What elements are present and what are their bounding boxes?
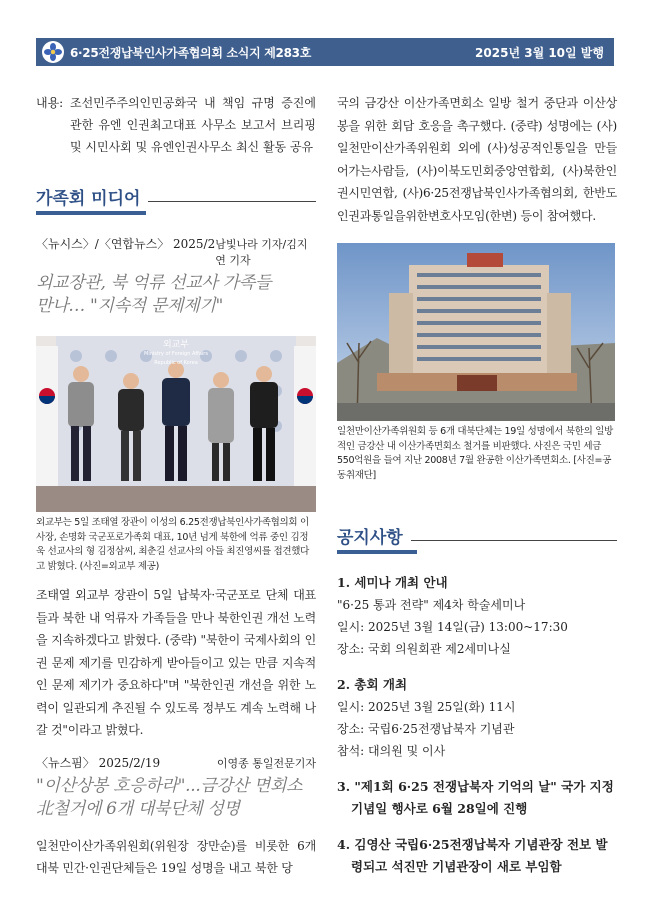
ministry-sign-title: 외교부 [162, 340, 190, 350]
article2-headline-line2: 北철거에 6개 대북단체 성명 [36, 798, 240, 819]
section-underline [36, 211, 146, 215]
left-column [36, 92, 316, 880]
article2-headline [36, 775, 316, 821]
section-header-media [36, 184, 316, 209]
section-title-notices: 공지사항 [337, 528, 403, 548]
notice-title: 4. 김영산 국립6·25전쟁납북자 기념관장 전보 발령되고 석진만 기념관장이 새로 부임함 [337, 837, 608, 874]
ministry-sign [36, 341, 316, 368]
article1-headline-line1: 외교장관, 북 억류 선교사 가족들 [36, 273, 272, 293]
notice-item [337, 674, 617, 762]
section-rule [148, 201, 316, 203]
newsletter-title: 6·25전쟁납북인사가족협의회 소식지 제283호 [70, 45, 311, 60]
meeting-content [36, 92, 316, 158]
article2-photo [337, 243, 615, 421]
issue-date: 2025년 3월 10일 발행 [475, 45, 604, 60]
article1-headline-line2: 만나… "지속적 문제제기" [36, 296, 224, 316]
content-text: 조선민주주의인민공화국 내 책임 규명 증진에 관한 유엔 인권최고대표 사무소 보고서 브리핑 및 시민사회 및 유엔인권사무소 최신 활동 공유 [70, 96, 316, 154]
article2-reporter: 이영종 통일전문기자 [216, 756, 316, 770]
article2-body: 일천만이산가족위원회(위원장 장만순)를 비롯한 6개 대북 민간·인권단체들은 19일 성명을 내고 북한 당 [36, 838, 316, 875]
right-column [337, 92, 617, 878]
notice-item [337, 776, 617, 820]
notice-line: 장소: 국회 의원회관 제2세미나실 [337, 642, 511, 656]
notice-line: 일시: 2025년 3월 14일(금) 13:00~17:30 [337, 620, 568, 634]
article1-headline [36, 272, 316, 318]
notice-title: 1. 세미나 개최 안내 [337, 575, 448, 590]
article1-source-row [36, 235, 316, 268]
reunion-center-building-illustration [337, 243, 615, 421]
content-label: 내용: [36, 96, 64, 110]
article2-source: 〈뉴스핌〉 2025/2/19 [36, 755, 161, 770]
article2-body-continued: 국의 금강산 이산가족면회소 일방 철거 중단과 이산상봉을 위한 회담 호응을 촉구했다. (중략) 성명에는 (사)일천만이산가족위원회 외에 (사)성공적인통일을 만들어가는사람들, (사)이북도민회중앙연합회, (사)북한인권시민연합, (사)6·25전쟁납북인사가족협의회, 한반도인권과통일을위한변호사모임(한변) 등이 참여했다. [337, 96, 617, 223]
ministry-sign-en: Ministry of Foreign Affairs [144, 351, 208, 357]
ministry-sign-en2: Republic of Korea [154, 360, 198, 366]
article2-photo-caption: 일천만이산가족위원회 등 6개 대북단체는 19일 성명에서 북한의 일방적인 금강산 내 이산가족면회소 철거를 비판했다. 사진은 국민 세금 550억원을 들여 지난 2008년 7월 완공한 이산가족면회소. [사진=공동취재단] [337, 426, 613, 481]
notice-item [337, 834, 617, 878]
section-header-notices [337, 523, 617, 548]
notice-line: 장소: 국립6·25전쟁납북자 기념관 [337, 722, 515, 736]
flower-logo-icon [42, 41, 64, 63]
notice-item [337, 572, 617, 660]
article1-source: 〈뉴시스〉/〈연합뉴스〉 2025/2 [36, 237, 216, 251]
article1-body: 조태열 외교부 장관이 5일 납북자·국군포로 단체 대표들과 북한 내 억류자 가족들을 만나 북한인권 개선 노력을 지속하겠다고 밝혔다. (중략) "북한이 국제사회의 인권 문제 제기를 민감하게 받아들이고 있는 만큼 지속적인 문제 제기가 중요하다"며 "북한인권 개선을 위한 노력이 일관되게 추진될 수 있도록 정부도 계속 노력해 나갈 것"이라고 밝혔다. [36, 588, 316, 737]
notice-title: 2. 총회 개최 [337, 677, 408, 692]
article2-headline-line1: "이산상봉 호응하라"...금강산 면회소 [36, 775, 303, 796]
article1-caption: 외교부는 5일 조태열 장관이 이성의 6.25전쟁납북인사가족협의회 이사장, 손명화 국군포로가족회 대표, 10년 넘게 북한에 억류 중인 김정욱 선교사의 형 김정삼씨, 최춘길 선교사의 아들 최진영씨를 접견했다고 밝혔다. (사진=외교부 제공) [36, 517, 310, 572]
section-title-media: 가족회 미디어 [36, 189, 141, 209]
article1-photo [36, 336, 316, 512]
notice-line: 참석: 대의원 및 이사 [337, 744, 446, 758]
section-rule-notices [411, 540, 617, 542]
notice-line: "6·25 통과 전략" 제4차 학술세미나 [337, 598, 526, 612]
article2-source-row [36, 754, 316, 771]
article1-reporter: 남빛나라 기자/김지연 기자 [215, 238, 308, 267]
notice-title: 3. "제1회 6·25 전쟁납북자 기억의 날" 국가 지정 기념일 행사로 6월 28일에 진행 [337, 779, 614, 816]
newsletter-header [36, 38, 614, 66]
notice-line: 일시: 2025년 3월 25일(화) 11시 [337, 700, 516, 714]
section-underline-notices [337, 550, 417, 554]
